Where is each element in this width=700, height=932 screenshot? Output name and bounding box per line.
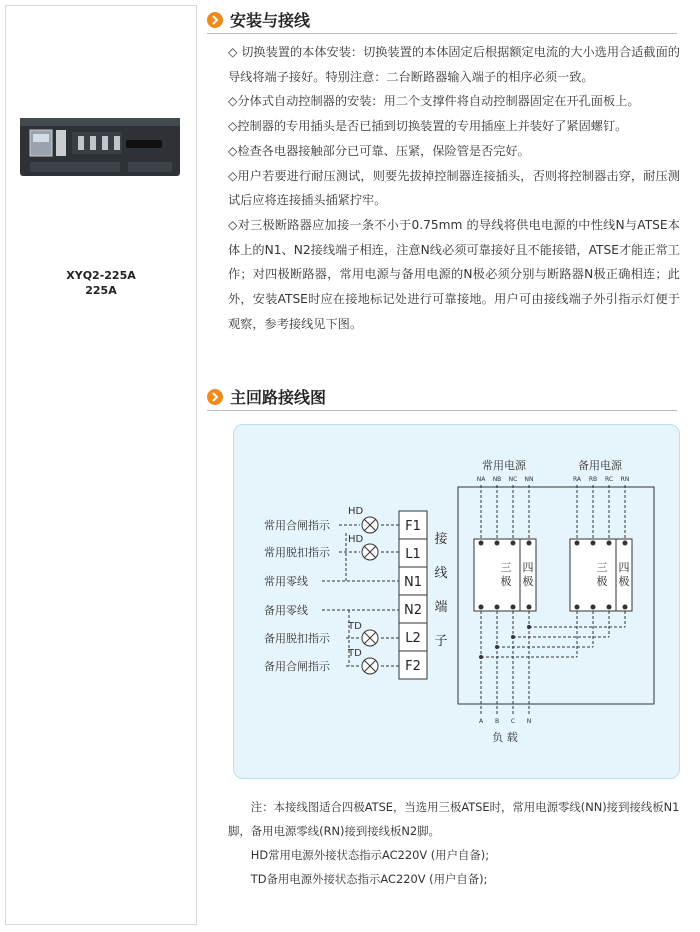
- wiring-diagram-svg: [234, 425, 679, 778]
- svg-text:极: 极: [500, 575, 512, 588]
- terminal-label: F2: [405, 659, 421, 674]
- indicator-label: 常用脱扣指示: [264, 546, 330, 559]
- lamp-label: TD: [348, 621, 362, 632]
- chevron-right-icon: [207, 389, 223, 405]
- install-instructions: [228, 40, 680, 336]
- svg-text:四: 四: [522, 561, 534, 574]
- terminal-label: L2: [405, 631, 421, 646]
- section-title: 安装与接线: [230, 11, 311, 30]
- terminal-block-label: 子: [434, 634, 448, 649]
- svg-text:RN: RN: [620, 476, 630, 483]
- terminal-block-label: 线: [434, 566, 448, 581]
- svg-text:NN: NN: [524, 476, 534, 483]
- svg-text:NB: NB: [492, 476, 502, 483]
- terminal-label: F1: [405, 519, 421, 534]
- note-line: TD备用电源外接状态指示AC220V (用户自备);: [250, 872, 488, 886]
- paragraph: ◇ 切换装置的本体安装：切换装置的本体固定后根据额定电流的大小选用合适截面的导线将端子接好。特别注意：二台断路器输入端子的相序必须一致。: [228, 45, 680, 84]
- backup-source-label: 备用电源: [578, 459, 622, 472]
- section-install-heading: [207, 8, 310, 31]
- terminal-block-label: 接: [434, 532, 448, 547]
- product-panel: [5, 5, 197, 925]
- indicator-label: 备用合闸指示: [264, 660, 330, 673]
- svg-text:RB: RB: [588, 476, 598, 483]
- svg-text:RA: RA: [572, 476, 582, 483]
- lamp-label: TD: [348, 648, 362, 659]
- indicator-label: 常用零线: [264, 575, 308, 588]
- svg-text:A: A: [478, 718, 484, 725]
- section-title: 主回路接线图: [230, 388, 327, 407]
- paragraph: ◇分体式自动控制器的安装：用二个支撑件将自动控制器固定在开孔面板上。: [228, 94, 640, 109]
- divider: [207, 410, 677, 411]
- svg-text:B: B: [494, 718, 500, 725]
- terminal-label: N1: [404, 575, 422, 590]
- note-line: 注：本接线图适合四极ATSE，当选用三极ATSE时，常用电源零线(NN)接到接线板N1脚，备用电源零线(RN)接到接线板N2脚。: [228, 800, 680, 838]
- section-circuit-heading: [207, 385, 326, 408]
- svg-text:RC: RC: [604, 476, 614, 483]
- svg-text:极: 极: [522, 575, 534, 588]
- note-line: HD常用电源外接状态指示AC220V (用户自备);: [250, 848, 490, 862]
- paragraph: ◇控制器的专用插头是否已插到切换装置的专用插座上并装好了紧固螺钉。: [228, 119, 628, 134]
- terminal-block-label: 端: [434, 600, 448, 615]
- product-current: 225A: [85, 284, 117, 297]
- terminal-label: N2: [404, 603, 422, 618]
- svg-text:C: C: [510, 718, 516, 725]
- svg-text:NC: NC: [508, 476, 518, 483]
- chevron-right-icon: [207, 12, 223, 28]
- common-source-label: 常用电源: [482, 459, 526, 472]
- product-model: XYQ2-225A: [66, 269, 136, 282]
- svg-text:极: 极: [596, 575, 608, 588]
- indicator-label: 常用合闸指示: [264, 519, 330, 532]
- lamp-label: HD: [348, 534, 364, 545]
- svg-text:三: 三: [596, 561, 608, 574]
- divider: [207, 33, 677, 34]
- svg-text:四: 四: [618, 561, 630, 574]
- diagram-notes: [228, 795, 680, 891]
- svg-text:三: 三: [500, 561, 512, 574]
- svg-text:N: N: [526, 718, 532, 725]
- svg-text:极: 极: [618, 575, 630, 588]
- paragraph: ◇检查各电器接触部分已可靠、压紧，保险管是否完好。: [228, 143, 530, 158]
- paragraph: ◇用户若要进行耐压测试，则要先拔掉控制器连接插头，否则将控制器击穿，耐压测试后应将连接插头插紧拧牢。: [228, 168, 680, 208]
- svg-text:NA: NA: [476, 476, 486, 483]
- lamp-label: HD: [348, 506, 364, 517]
- wiring-diagram: [233, 424, 680, 779]
- terminal-label: L1: [405, 547, 421, 562]
- load-label: 负 载: [492, 731, 518, 744]
- paragraph: ◇对三极断路器应加接一条不小于0.75mm 的导线将供电电源的中性线N与ATSE本体上的N1、N2接线端子相连，注意N线必须可靠接好且不能接错，ATSE才能正常工作；对四极断路器，常用电源与备用电源的N极必须分别与断路器N极正确相连；此外，安装ATSE时应在接地标记处进行可靠接地。用户可由接线端子外引指示灯便于观察，参考接线见下图。: [228, 217, 680, 331]
- indicator-label: 备用脱扣指示: [264, 632, 330, 645]
- indicator-label: 备用零线: [264, 604, 308, 617]
- product-image: [16, 106, 186, 186]
